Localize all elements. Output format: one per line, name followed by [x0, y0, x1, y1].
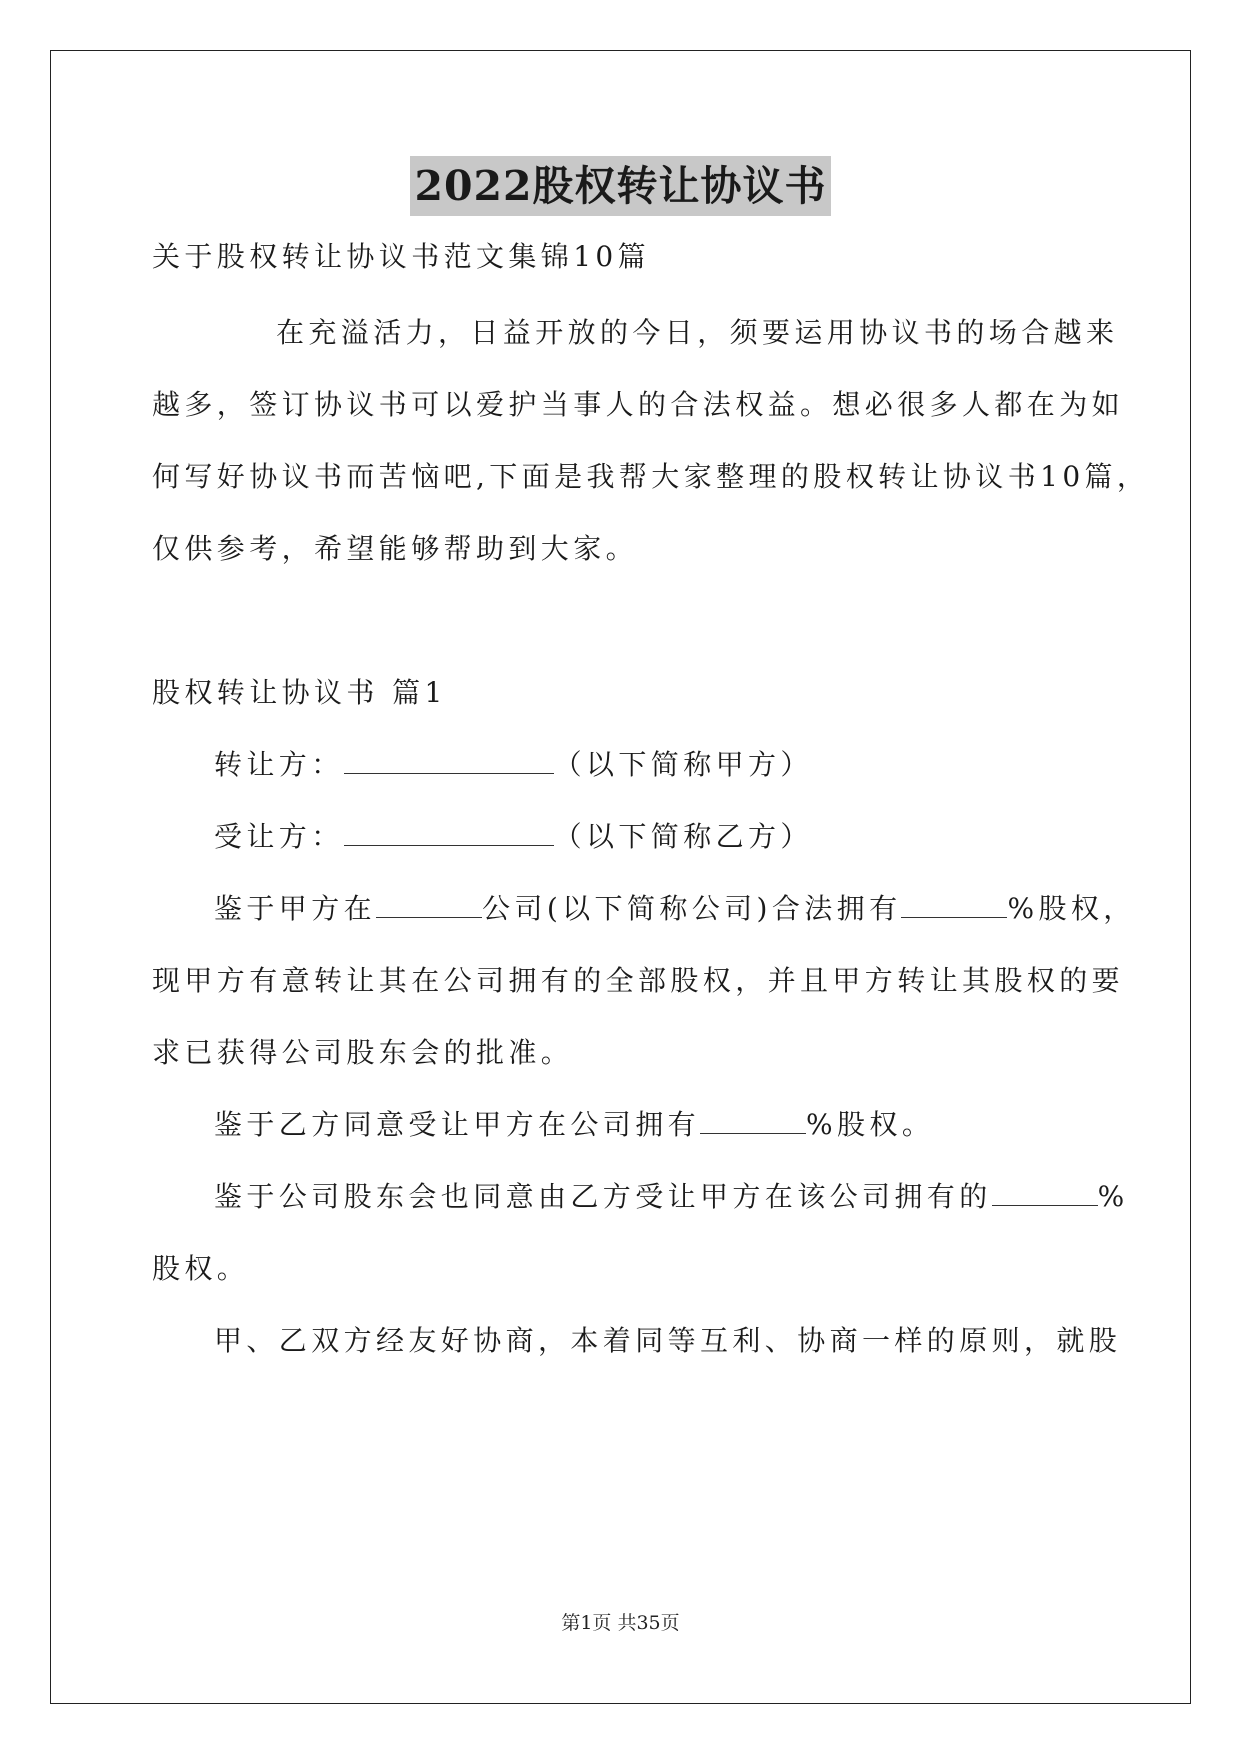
page-border: [50, 50, 1191, 1704]
recital-1-company-blank: [376, 893, 482, 918]
intro-line-1: 在充溢活力，日益开放的今日，须要运用协议书的场合越来: [276, 316, 1119, 349]
transferor-suffix: （以下简称甲方）: [553, 748, 813, 781]
document-title: 2022股权转让协议书: [410, 156, 830, 216]
recital-1-percent-blank: [901, 893, 1007, 918]
transferee-suffix: （以下简称乙方）: [553, 820, 813, 853]
recital-2-line: [214, 1108, 934, 1142]
recital-1-line-1: [214, 892, 1136, 926]
recital-2-part-1: 鉴于乙方同意受让甲方在公司拥有: [214, 1108, 701, 1141]
intro-line-3: 何写好协议书而苦恼吧,下面是我帮大家整理的股权转让协议书10篇，: [152, 460, 1150, 493]
section-heading: 股权转让协议书 篇1: [152, 676, 447, 709]
intro-line-2: 越多，签订协议书可以爱护当事人的合法权益。想必很多人都在为如: [152, 388, 1125, 421]
page-number-footer: 第1页 共35页: [561, 1612, 680, 1634]
recital-1-part-1: 鉴于甲方在: [214, 892, 377, 925]
recital-3-line-1: [214, 1180, 1129, 1214]
recital-3-line-2: 股权。: [152, 1252, 250, 1285]
closing-line: 甲、乙双方经友好协商，本着同等互利、协商一样的原则，就股: [214, 1324, 1122, 1357]
transferee-label: 受让方：: [214, 820, 344, 853]
transferee-blank: [344, 821, 554, 846]
transferor-blank: [344, 749, 554, 774]
recital-1-line-2: 现甲方有意转让其在公司拥有的全部股权，并且甲方转让其股权的要: [152, 964, 1125, 997]
recital-1-part-3: %股权，: [1007, 892, 1136, 925]
transferor-line: [214, 748, 813, 782]
recital-1-part-2: 公司(以下简称公司)合法拥有: [482, 892, 902, 925]
title-container: [0, 156, 1241, 216]
recital-3-percent-blank: [992, 1181, 1098, 1206]
intro-line-4: 仅供参考，希望能够帮助到大家。: [152, 532, 639, 565]
transferor-label: 转让方：: [214, 748, 344, 781]
recital-2-percent-blank: [700, 1109, 806, 1134]
document-subtitle: 关于股权转让协议书范文集锦10篇: [152, 240, 651, 273]
recital-3-part-1: 鉴于公司股东会也同意由乙方受让甲方在该公司拥有的: [214, 1180, 992, 1213]
recital-2-part-2: %股权。: [806, 1108, 935, 1141]
recital-1-line-3: 求已获得公司股东会的批准。: [152, 1036, 574, 1069]
transferee-line: [214, 820, 813, 854]
recital-3-part-2: %: [1097, 1180, 1129, 1213]
